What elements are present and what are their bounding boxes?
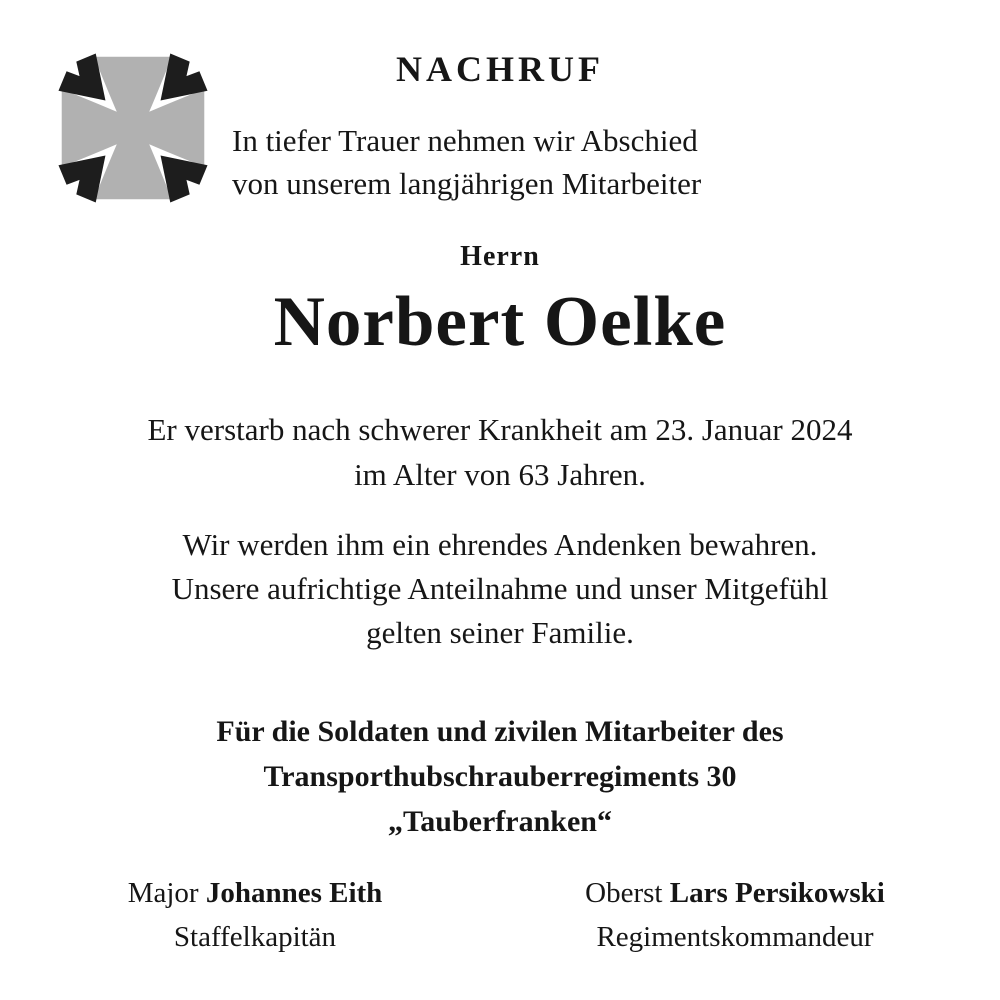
signature-left xyxy=(60,871,450,959)
organization-line-1: Für die Soldaten und zivilen Mitarbeiter des xyxy=(216,715,784,748)
intro-line-2: von unserem langjährigen Mitarbeiter xyxy=(232,166,702,201)
organization-line-3: „Tauberfranken“ xyxy=(388,805,612,838)
signature-left-name-line xyxy=(60,871,450,915)
deceased-name: Norbert Oelke xyxy=(273,283,727,361)
intro-text xyxy=(232,119,701,205)
tribute-text xyxy=(0,523,1000,655)
notice-header: NACHRUF xyxy=(396,49,604,89)
tribute-line-3: gelten seiner Familie. xyxy=(366,615,634,650)
signature-right-title: Regimentskommandeur xyxy=(596,921,874,953)
death-info xyxy=(0,407,1000,497)
intro-line-1: In tiefer Trauer nehmen wir Abschied xyxy=(232,123,698,158)
organization-line-2: Transporthubschrauberregiments 30 xyxy=(263,760,737,793)
signature-right xyxy=(540,871,930,959)
death-info-line-2: im Alter von 63 Jahren. xyxy=(354,457,646,492)
signature-left-rank: Major xyxy=(127,877,199,909)
signature-left-name: Johannes Eith xyxy=(205,877,383,909)
signature-left-title: Staffelkapitän xyxy=(173,921,337,953)
signature-right-rank: Oberst xyxy=(585,877,663,909)
signature-right-name-line xyxy=(540,871,930,915)
signature-right-name: Lars Persikowski xyxy=(669,877,885,909)
tribute-line-2: Unsere aufrichtige Anteilnahme und unser Mitgefühl xyxy=(171,571,829,606)
organization-text xyxy=(0,709,1000,844)
tribute-line-1: Wir werden ihm ein ehrendes Andenken bewahren. xyxy=(182,527,818,562)
death-info-line-1: Er verstarb nach schwerer Krankheit am 23. Januar 2024 xyxy=(147,412,853,447)
salutation: Herrn xyxy=(460,241,540,272)
